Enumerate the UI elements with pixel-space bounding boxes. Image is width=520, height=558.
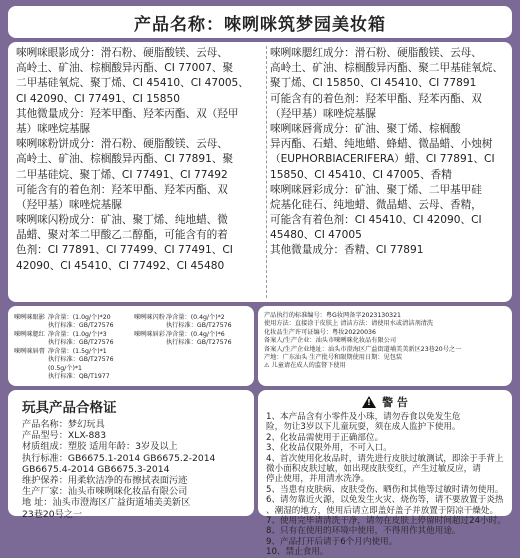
text-line: 生产厂家：汕头市唻咧咪化妆品有限公司 [22,486,188,498]
text-line: 微小面积皮肤过敏，如出现皮肤变红，产生过敏反应，请 [266,464,481,475]
ingredients-left-column [16,46,264,274]
title-panel [8,6,512,38]
spec-nc: 净含量：(1.0g/个)*3 [48,331,107,338]
text-line: 二甲基硅烷、聚丁烯、CI 77491、CI 77492 [16,168,228,181]
text-line: 聚丁烯、CI 15850、CI 45410、CI 77891 [270,77,477,90]
text-line: （羟甲基）咪唑烷基脲 [270,107,376,120]
text-line: 唻咧咪腮红成分：滑石粉、硬脂酸镁、云母、 [270,47,482,59]
text-line: 唻咧咪眼影成分：滑石粉、硬脂酸镁、云母、 [16,47,228,59]
text-line: 维护保养：用柔软洁净的布擦拭表面污迹 [22,475,188,487]
text-line: 4、首次使用化妆品时，请先进行皮肤过敏测试，即涂于手背上 [266,453,504,464]
text-line: 其他微量成分：香精、CI 77891 [270,244,424,257]
spec-std2: 执行标准：GB/T27576 [166,339,232,346]
text-line: GB6675.4-2014 GB6675.3-2014 [22,463,170,475]
production-info-lines [264,312,461,371]
spec-std: 执行标准：QB/T1977 [48,373,110,380]
warning-title: 警 告 [382,396,408,409]
text-line: 高岭土、矿油、棕榈酸异丙酯、CI 77891、聚 [16,153,234,166]
text-line: ⚠ 儿童请在成人的监督下使用 [264,362,346,370]
spec-name: 唻咧咪唇膏 [14,348,45,355]
text-line: 地 址：汕头市澄海区广益街道埔美美新区 [22,497,191,509]
spec-std2: 执行标准：GB/T27576 [166,322,232,329]
text-line: （EUPHORBIACERIFERA）蜡、CI 77891、CI [270,153,495,166]
text-line: 1、本产品含有小零件及小珠，请勿吞食以免发生危 [266,412,461,422]
text-line: 6、请勿靠近火源，以免发生火灾、烧伤等，请不要放置于炎热 [266,495,504,506]
ingredients-right-column [270,46,508,259]
toy-certificate-panel [8,390,254,520]
spec-nc: 净含量：(1.5g/个)*1 [48,348,107,355]
text-line: 10、禁止食用。 [266,547,329,558]
spec-name: 唻咧咪腮红 [14,331,45,338]
column-divider [266,46,267,298]
warning-lines [258,410,512,558]
text-line: 9、产品打开后请于6个月内使用。 [266,536,398,547]
spec-nc: (0.5g/个)*1 [48,365,82,372]
text-line: 二甲基硅氧烷、聚丁烯、CI 45410、CI 47005、 [16,77,249,90]
text-line: 可能含有着色剂：CI 45410、CI 42090、CI [270,214,482,227]
spec-panel [8,306,254,386]
text-line: 8、只有在使用的环境中使用，不得用作其他用途。 [266,526,461,537]
spec-name2: 唻咧咪唇彩 [134,331,165,338]
text-line: 执行标准：GB6675.1-2014 GB6675.2-2014 [22,452,216,464]
text-line: 基）咪唑烷基脲 [16,122,91,135]
text-line: 5、当患有皮肤病、皮肤受伤、晒伤和其他等过敏时请勿使用。 [266,484,504,495]
text-line: 45480、CI 47005 [270,229,362,242]
ingredients-panel [8,42,512,302]
text-line: CI 42090、CI 77491、CI 15850 [16,92,180,105]
text-line: 高岭土、矿油、棕榈酸异丙酯、聚二甲基硅氧烷、 [270,62,504,75]
certificate-title: 玩具产品合格证 [22,400,117,416]
text-line: 产品名称：梦幻玩具 [22,419,105,430]
text-line: 产地：广东汕头 生产批号和限期使用日期：见包装 [264,354,403,362]
production-info-panel [258,306,512,386]
spec-nc2: 净含量：(0.4g/个)*6 [166,331,225,338]
text-line: 产品型号：XLX-883 [22,430,107,442]
text-line: 色剂：CI 77891、CI 77499、CI 77491、CI [16,244,233,257]
spec-std: 执行标准：GB/T27576 [48,356,114,363]
text-line: 唻咧咪唇彩成分：矿油、聚丁烯、二甲基甲硅 [270,183,482,196]
spec-nc: 净含量：(1.0g/个)*20 [48,314,111,321]
text-line: 备案人/生产企业：汕头市唻咧咪化妆品有限公司 [264,337,397,345]
text-line: 唻咧咪粉饼成分：滑石粉、硬脂酸镁、云母、 [16,138,228,151]
product-title: 产品名称：唻咧咪筑梦园美妆箱 [134,14,386,35]
warning-triangle-icon [362,396,376,408]
warning-header [258,390,512,410]
certificate-lines [8,416,254,520]
text-line: 备案人/生产企业地址：汕头市澄海区广益街道埔美美新区23巷20号之一 [264,345,462,353]
text-line: 15850、CI 45410、CI 47005、香精 [270,168,452,181]
text-line: 高岭土、矿油、棕榈酸异丙酯、CI 77007、聚 [16,62,234,75]
text-line: 唻咧咪闪粉成分：矿油、聚丁烯、纯地蜡、微 [16,214,228,227]
text-line: 化妆品生产许可证编号：粤妆20220036 [264,328,376,336]
text-line: 烷基化硅石、纯地蜡、微晶蜡、云母、香精， [270,198,482,211]
text-line: 3、化妆品仅限外用，不可入口。 [266,443,392,454]
text-line: 其他微量成分：羟苯甲酯、羟苯丙酯、双（羟甲 [16,107,239,120]
text-line: 可能含有的着色剂：羟苯甲酯、羟苯丙酯、双 [16,183,228,196]
spec-name2: 唻咧咪闪粉 [134,314,165,321]
text-line: 42090、CI 45410、CI 77492、CI 45480 [16,259,225,272]
spec-std: 执行标准：GB/T27576 [48,339,114,346]
text-line: 7、使用完毕请清洗干净，请勿在皮肤上停留时间超过24小时。 [266,516,506,527]
text-line: 异丙酯、石蜡、纯地蜡、蜂蜡、微晶蜡、小烛树 [270,138,493,151]
text-line: 产品执行的标准编号：粤G妆网备字2023130321 [264,312,401,319]
spec-nc2: 净含量：(0.4g/个)*2 [166,314,225,321]
text-line: 可能含有的着色剂：羟苯甲酯、羟苯丙酯、双 [270,92,482,105]
text-line: （羟甲基）咪唑烷基脲 [16,198,122,211]
text-line: 险，勿让3岁以下儿童玩耍，须在成人监护下使用。 [266,422,461,433]
spec-name: 唻咧咪眼影 [14,314,45,321]
text-line: 停止使用，并用清水洗净。 [266,474,370,485]
warning-panel [258,390,512,558]
text-line: 晶蜡、聚对苯二甲酸乙二醇酯，可能含有的着 [16,229,228,242]
text-line: 、潮湿的地方，使用后请立即盖好盖子并放置于阴凉干燥处。 [266,505,499,516]
spec-std: 执行标准：GB/T27576 [48,322,114,329]
text-line: 材质组成：塑胶 适用年龄：3岁及以上 [22,441,178,453]
text-line: 23巷20号之一 [22,508,83,520]
text-line: 使用方法：直接涂于皮肤上 清洁方法：请使用水或清洁剂清洗 [264,320,434,328]
text-line: 唻咧咪唇膏成分：矿油、聚丁烯、棕榈酸 [270,122,461,135]
text-line: 2、化妆品需使用于正确部位。 [266,432,384,443]
